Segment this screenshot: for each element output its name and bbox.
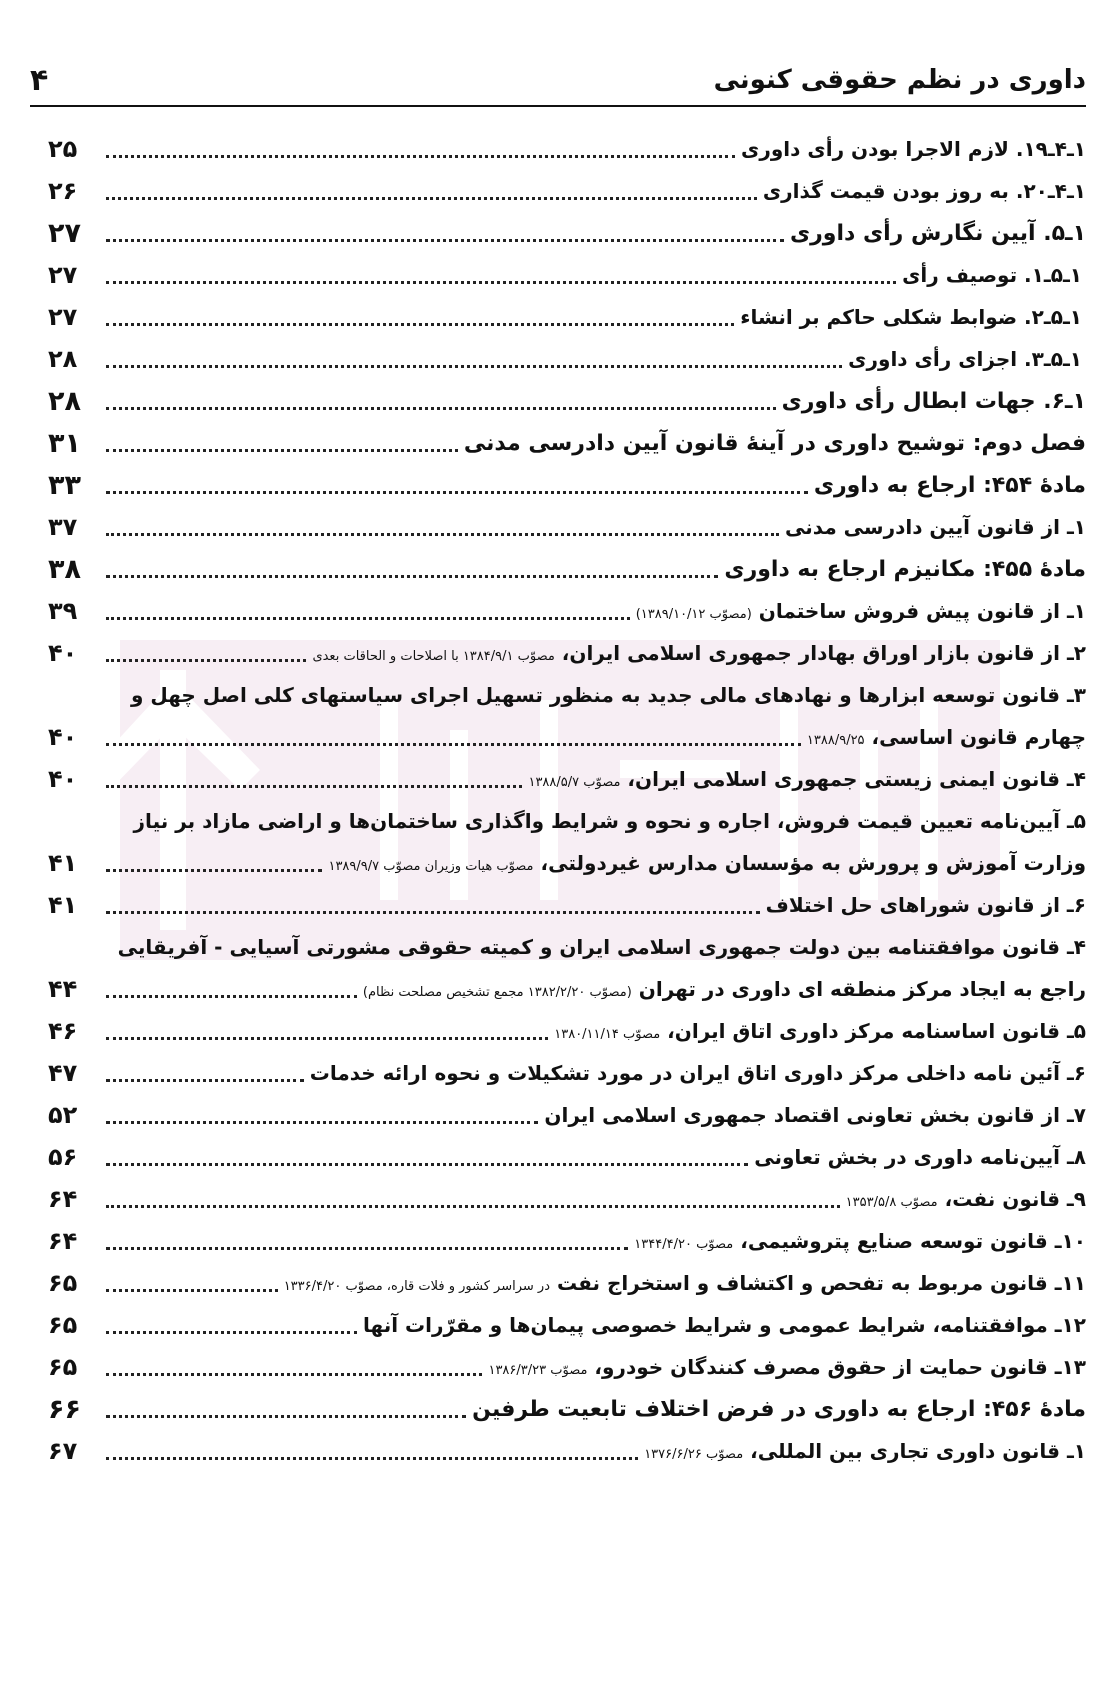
toc-entry[interactable]: ۱ـ از قانون پیش فروش ساختمان (مصوّب ۱۳۸۹/۱۰/۱۲) ۳۹	[48, 597, 1086, 625]
toc-entry[interactable]: ۱۱ـ قانون مربوط به تفحص و اکتشاف و استخراج نفت در سراسر کشور و فلات قاره، مصوّب ۱۳۳۶/۴/۲۰ ۶۵	[48, 1269, 1086, 1297]
toc-entry[interactable]: ۱ـ قانون داوری تجاری بین المللی، مصوّب ۱۳۷۶/۶/۲۶ ۶۷	[48, 1437, 1086, 1465]
toc-entry[interactable]: ۴ـ قانون ایمنی زیستی جمهوری اسلامی ایران، مصوّب ۱۳۸۸/۵/۷ ۴۰	[48, 765, 1086, 793]
page-header	[30, 55, 1086, 107]
toc-section[interactable]: ۱ـ۵. آیین نگارش رأی داوری ۲۷	[48, 217, 1086, 249]
toc-entry[interactable]: ۵ـ قانون اساسنامه مرکز داوری اتاق ایران، مصوّب ۱۳۸۰/۱۱/۱۴ ۴۶	[48, 1017, 1086, 1045]
toc-section[interactable]: ۱ـ۶. جهات ابطال رأی داوری ۲۸	[48, 385, 1086, 417]
toc-entry[interactable]: ۶ـ آئین نامه داخلی مرکز داوری اتاق ایران در مورد تشکیلات و نحوه ارائه خدمات ۴۷	[48, 1059, 1086, 1087]
toc-article[interactable]: مادهٔ ۴۵۴: ارجاع به داوری ۳۳	[48, 469, 1086, 501]
toc-entry[interactable]: وزارت آموزش و پرورش به مؤسسان مدارس غیردولتی، مصوّب هیات وزیران مصوّب ۱۳۸۹/۹/۷ ۴۱	[48, 849, 1086, 877]
toc-entry[interactable]: ۸ـ آیین‌نامه داوری در بخش تعاونی ۵۶	[48, 1143, 1086, 1171]
toc-article[interactable]: مادهٔ ۴۵۵: مکانیزم ارجاع به داوری ۳۸	[48, 553, 1086, 585]
toc-entry[interactable]: ۱ـ۴ـ۲۰. به روز بودن قیمت گذاری ۲۶	[48, 177, 1086, 205]
toc-entry-line[interactable]: ۳ـ قانون توسعه ابزارها و نهادهای مالی جدید به منظور تسهیل اجرای سیاستهای کلی اصل چهل و	[130, 683, 1086, 707]
page-number: ۴	[30, 62, 49, 98]
toc-entry[interactable]: ۱۰ـ قانون توسعه صنایع پتروشیمی، مصوّب ۱۳۴۴/۴/۲۰ ۶۴	[48, 1227, 1086, 1255]
toc-entry[interactable]: چهارم قانون اساسی، ۱۳۸۸/۹/۲۵ ۴۰	[48, 723, 1086, 751]
toc-entry[interactable]: ۱ـ۵ـ۲. ضوابط شکلی حاکم بر انشاء ۲۷	[48, 303, 1082, 331]
table-of-contents	[48, 128, 1086, 1472]
toc-entry[interactable]: ۱۲ـ موافقتنامه، شرایط عمومی و شرایط خصوصی پیمان‌ها و مقرّرات آنها ۶۵	[48, 1311, 1086, 1339]
toc-entry[interactable]: راجع به ایجاد مرکز منطقه ای داوری در تهران (مصوّب ۱۳۸۲/۲/۲۰ مجمع تشخیص مصلحت نظام) ۴۴	[48, 975, 1086, 1003]
toc-entry[interactable]: ۱۳ـ قانون حمایت از حقوق مصرف کنندگان خودرو، مصوّب ۱۳۸۶/۳/۲۳ ۶۵	[48, 1353, 1086, 1381]
toc-article[interactable]: مادهٔ ۴۵۶: ارجاع به داوری در فرض اختلاف تابعیت طرفین ۶۶	[48, 1393, 1086, 1425]
toc-entry[interactable]: ۹ـ قانون نفت، مصوّب ۱۳۵۳/۵/۸ ۶۴	[48, 1185, 1086, 1213]
toc-entry-line[interactable]: ۴ـ قانون موافقتنامه بین دولت جمهوری اسلامی ایران و کمیته حقوقی مشورتی آسیایی - آفریقایی	[117, 935, 1086, 959]
book-title: داوری در نظم حقوقی کنونی	[713, 65, 1086, 95]
toc-entry[interactable]: ۷ـ از قانون بخش تعاونی اقتصاد جمهوری اسلامی ایران ۵۲	[48, 1101, 1086, 1129]
toc-entry[interactable]: ۶ـ از قانون شوراهای حل اختلاف ۴۱	[48, 891, 1086, 919]
toc-entry-line[interactable]: ۵ـ آیین‌نامه تعیین قیمت فروش، اجاره و نحوه و شرایط واگذاری ساختمان‌ها و اراضی مازاد بر نیاز	[133, 809, 1086, 833]
toc-entry[interactable]: ۱ـ۵ـ۳. اجزای رأی داوری ۲۸	[48, 345, 1082, 373]
toc-entry[interactable]: ۱ـ۴ـ۱۹. لازم الاجرا بودن رأی داوری ۲۵	[48, 135, 1086, 163]
toc-entry[interactable]: ۱ـ۵ـ۱. توصیف رأی ۲۷	[48, 261, 1082, 289]
toc-entry[interactable]: ۱ـ از قانون آیین دادرسی مدنی ۳۷	[48, 513, 1086, 541]
toc-chapter[interactable]: فصل دوم: توشیح داوری در آینهٔ قانون آیین دادرسی مدنی ۳۱	[48, 427, 1086, 459]
toc-entry[interactable]: ۲ـ از قانون بازار اوراق بهادار جمهوری اسلامی ایران، مصوّب ۱۳۸۴/۹/۱ با اصلاحات و الحاقات بعدی ۴۰	[48, 639, 1086, 667]
